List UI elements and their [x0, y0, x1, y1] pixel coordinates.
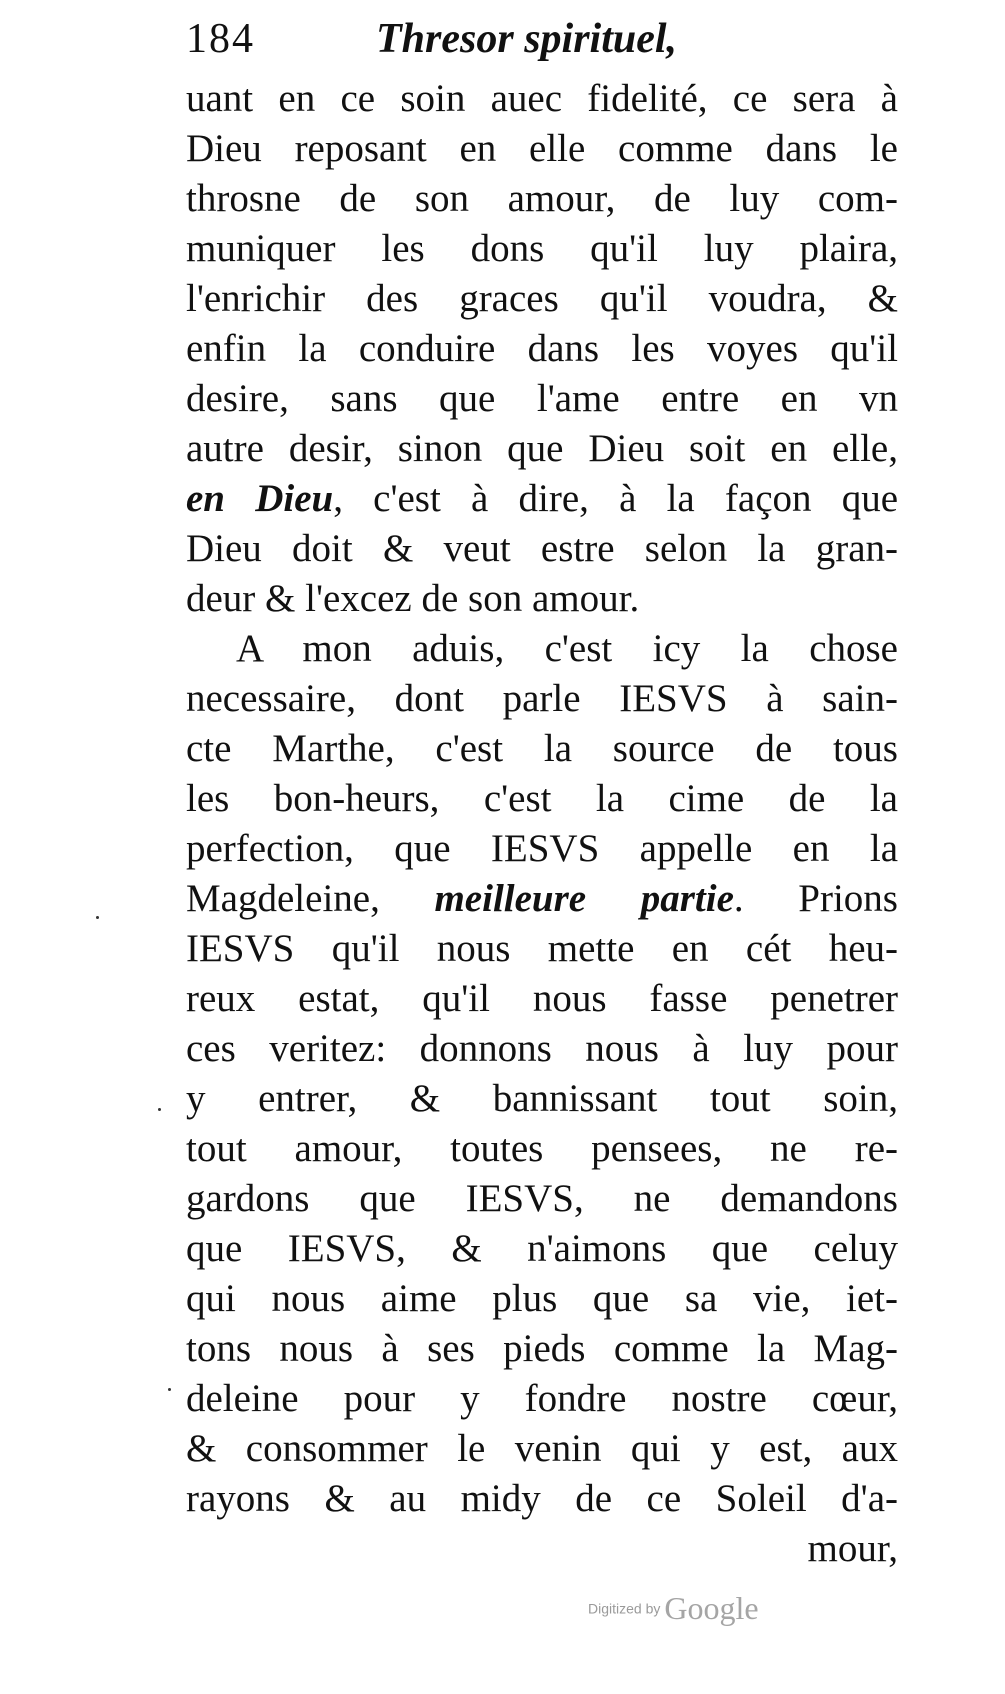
text-line: tons nous à ses pieds comme la Mag- — [186, 1327, 898, 1370]
text-line: rayons & au midy de ce Soleil d'a- — [186, 1477, 898, 1520]
text-line: en Dieu, c'est à dire, à la façon que — [186, 477, 899, 520]
text-line: & consommer le venin qui y est, aux — [186, 1427, 898, 1470]
running-title: Thresor spirituel, — [376, 16, 678, 62]
paragraph-start-line: A mon aduis, c'est icy la chose — [236, 627, 898, 670]
text-line: uant en ce soin auec fidelité, ce sera à — [186, 77, 898, 120]
main-text — [186, 74, 898, 1574]
catchword-line: mour, — [807, 1527, 898, 1570]
text-line: les bon-heurs, c'est la cime de la — [186, 777, 898, 820]
text-line: throsne de son amour, de luy com- — [186, 177, 898, 220]
margin-speck — [96, 916, 99, 919]
text-line: cte Marthe, c'est la source de tous — [186, 727, 898, 770]
text-line: deleine pour y fondre nostre cœur, — [186, 1377, 898, 1420]
text-line: l'enrichir des graces qu'il voudra, & — [186, 277, 898, 320]
running-head — [186, 10, 726, 68]
text-line: desire, sans que l'ame entre en vn — [186, 377, 898, 420]
text-line: muniquer les dons qu'il luy plaira, — [186, 227, 898, 270]
text-line: Magdeleine, meilleure partie. Prions — [186, 877, 898, 920]
margin-speck — [158, 1108, 161, 1111]
margin-speck — [168, 1388, 171, 1391]
text-line: autre desir, sinon que Dieu soit en elle, — [186, 427, 898, 470]
text-line: deur & l'excez de son amour. — [186, 577, 640, 620]
text-line: perfection, que IESVS appelle en la — [186, 827, 898, 870]
text-line: ces veritez: donnons nous à luy pour — [186, 1027, 898, 1070]
page-number: 184 — [186, 16, 255, 62]
text-line: Dieu reposant en elle comme dans le — [186, 127, 898, 170]
text-line: y entrer, & bannissant tout soin, — [186, 1077, 898, 1120]
text-line: que IESVS, & n'aimons que celuy — [186, 1227, 898, 1270]
watermark-prefix: Digitized by — [588, 1600, 661, 1617]
text-line: qui nous aime plus que sa vie, iet- — [186, 1277, 898, 1320]
text-line: necessaire, dont parle IESVS à sain- — [186, 677, 898, 720]
text-line: gardons que IESVS, ne demandons — [186, 1177, 898, 1220]
text-line: tout amour, toutes pensees, ne re- — [186, 1127, 898, 1170]
text-line: Dieu doit & veut estre selon la gran- — [186, 527, 898, 570]
text-line: IESVS qu'il nous mette en cét heu- — [186, 927, 898, 970]
italic-phrase: meilleure partie — [434, 877, 734, 920]
italic-phrase: en Dieu — [186, 477, 334, 520]
text-line: reux estat, qu'il nous fasse penetrer — [186, 977, 898, 1020]
text-line: enfin la conduire dans les voyes qu'il — [186, 327, 898, 370]
digitized-by-google-watermark — [588, 1590, 798, 1630]
google-logo: Google — [664, 1590, 759, 1626]
